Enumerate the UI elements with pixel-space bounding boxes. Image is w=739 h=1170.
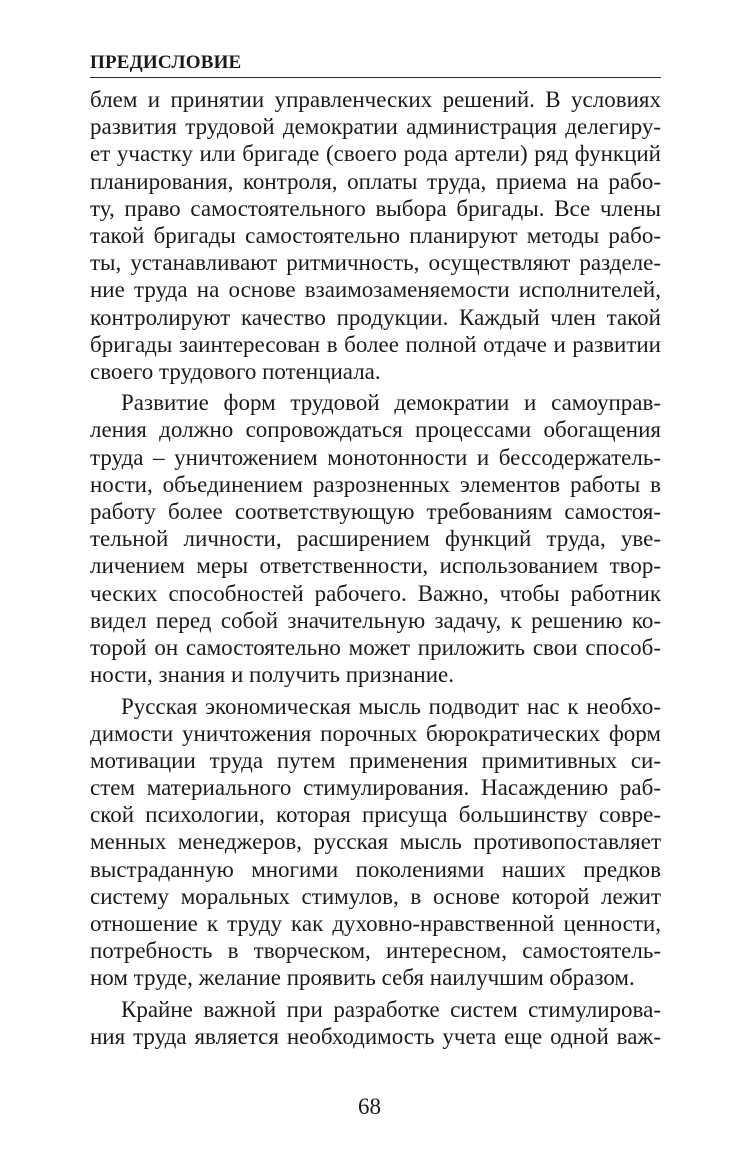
text-line: ской психологии, которая присуща большинству совре- bbox=[90, 802, 661, 828]
text-line: стем материального стимулирования. Насаждению раб- bbox=[90, 775, 661, 801]
paragraph-3 bbox=[90, 693, 661, 992]
text-line: менных менеджеров, русская мысль противопоставляет bbox=[90, 829, 661, 855]
text-line: ческих способностей рабочего. Важно, чтобы работник bbox=[90, 580, 661, 606]
text-line: планирования, контроля, оплаты труда, приема на рабо- bbox=[90, 168, 661, 194]
text-line: ном труде, желание проявить себя наилучшим образом. bbox=[90, 965, 635, 991]
text-line: ности, знания и получить признание. bbox=[90, 662, 455, 688]
text-line: Русская экономическая мысль подводит нас к необхо- bbox=[121, 693, 661, 719]
text-line: ние труда на основе взаимозаменяемости исполнителей, bbox=[90, 277, 661, 303]
paragraph-4 bbox=[90, 996, 661, 1050]
text-line: выстраданную многими поколениями наших предков bbox=[90, 856, 661, 882]
text-line: ности, объединением разрозненных элементов работы в bbox=[90, 471, 661, 497]
running-header bbox=[90, 52, 661, 78]
text-line: видел перед собой значительную задачу, к решению ко- bbox=[90, 607, 661, 633]
text-line: такой бригады самостоятельно планируют методы рабо- bbox=[90, 222, 661, 248]
text-line: развития трудовой демократии администрация делегиру- bbox=[90, 114, 661, 140]
text-line: тельной личности, расширением функций труда, уве- bbox=[90, 526, 661, 552]
text-line: систему моральных стимулов, в основе которой лежит bbox=[90, 883, 661, 909]
text-line: отношение к труду как духовно-нравственной ценности, bbox=[90, 911, 661, 936]
paragraph-2 bbox=[90, 389, 661, 688]
text-line: бригады заинтересован в более полной отдаче и развитии bbox=[90, 331, 661, 357]
text-line: ту, право самостоятельного выбора бригады. Все члены bbox=[90, 195, 661, 221]
page-number: 68 bbox=[358, 1094, 381, 1119]
text-line: блем и принятии управленческих решений. В условиях bbox=[90, 87, 661, 112]
text-line: димости уничтожения порочных бюрократических форм bbox=[90, 720, 661, 746]
running-header-title: ПРЕДИСЛОВИЕ bbox=[90, 52, 242, 73]
text-line: торой он самостоятельно может приложить свои способ- bbox=[90, 634, 661, 660]
text-line: мотивации труда путем применения примитивных си- bbox=[90, 747, 661, 773]
text-line: труда – уничтожением монотонности и бессодержатель- bbox=[90, 444, 661, 470]
text-line: контролируют качество продукции. Каждый член такой bbox=[90, 304, 661, 330]
paragraph-1 bbox=[90, 86, 661, 385]
text-line: потребность в творческом, интересном, самостоятель- bbox=[90, 938, 661, 964]
text-line: личением меры ответственности, использованием твор- bbox=[90, 553, 661, 579]
text-line: Развитие форм трудовой демократии и самоуправ- bbox=[121, 390, 661, 416]
text-line: своего трудового потенциала. bbox=[90, 358, 381, 384]
text-line: ления должно сопровождаться процессами обогащения bbox=[90, 417, 661, 443]
text-line: ты, устанавливают ритмичность, осуществляют разделе- bbox=[90, 250, 661, 276]
text-line: ет участку или бригаде (своего рода артели) ряд функций bbox=[90, 141, 661, 167]
body-text bbox=[90, 86, 661, 1050]
text-line: Крайне важной при разработке систем стимулирова- bbox=[121, 996, 661, 1022]
text-line: ния труда является необходимость учета еще одной важ- bbox=[90, 1023, 661, 1049]
text-line: работу более соответствующую требованиям самостоя- bbox=[90, 499, 661, 524]
